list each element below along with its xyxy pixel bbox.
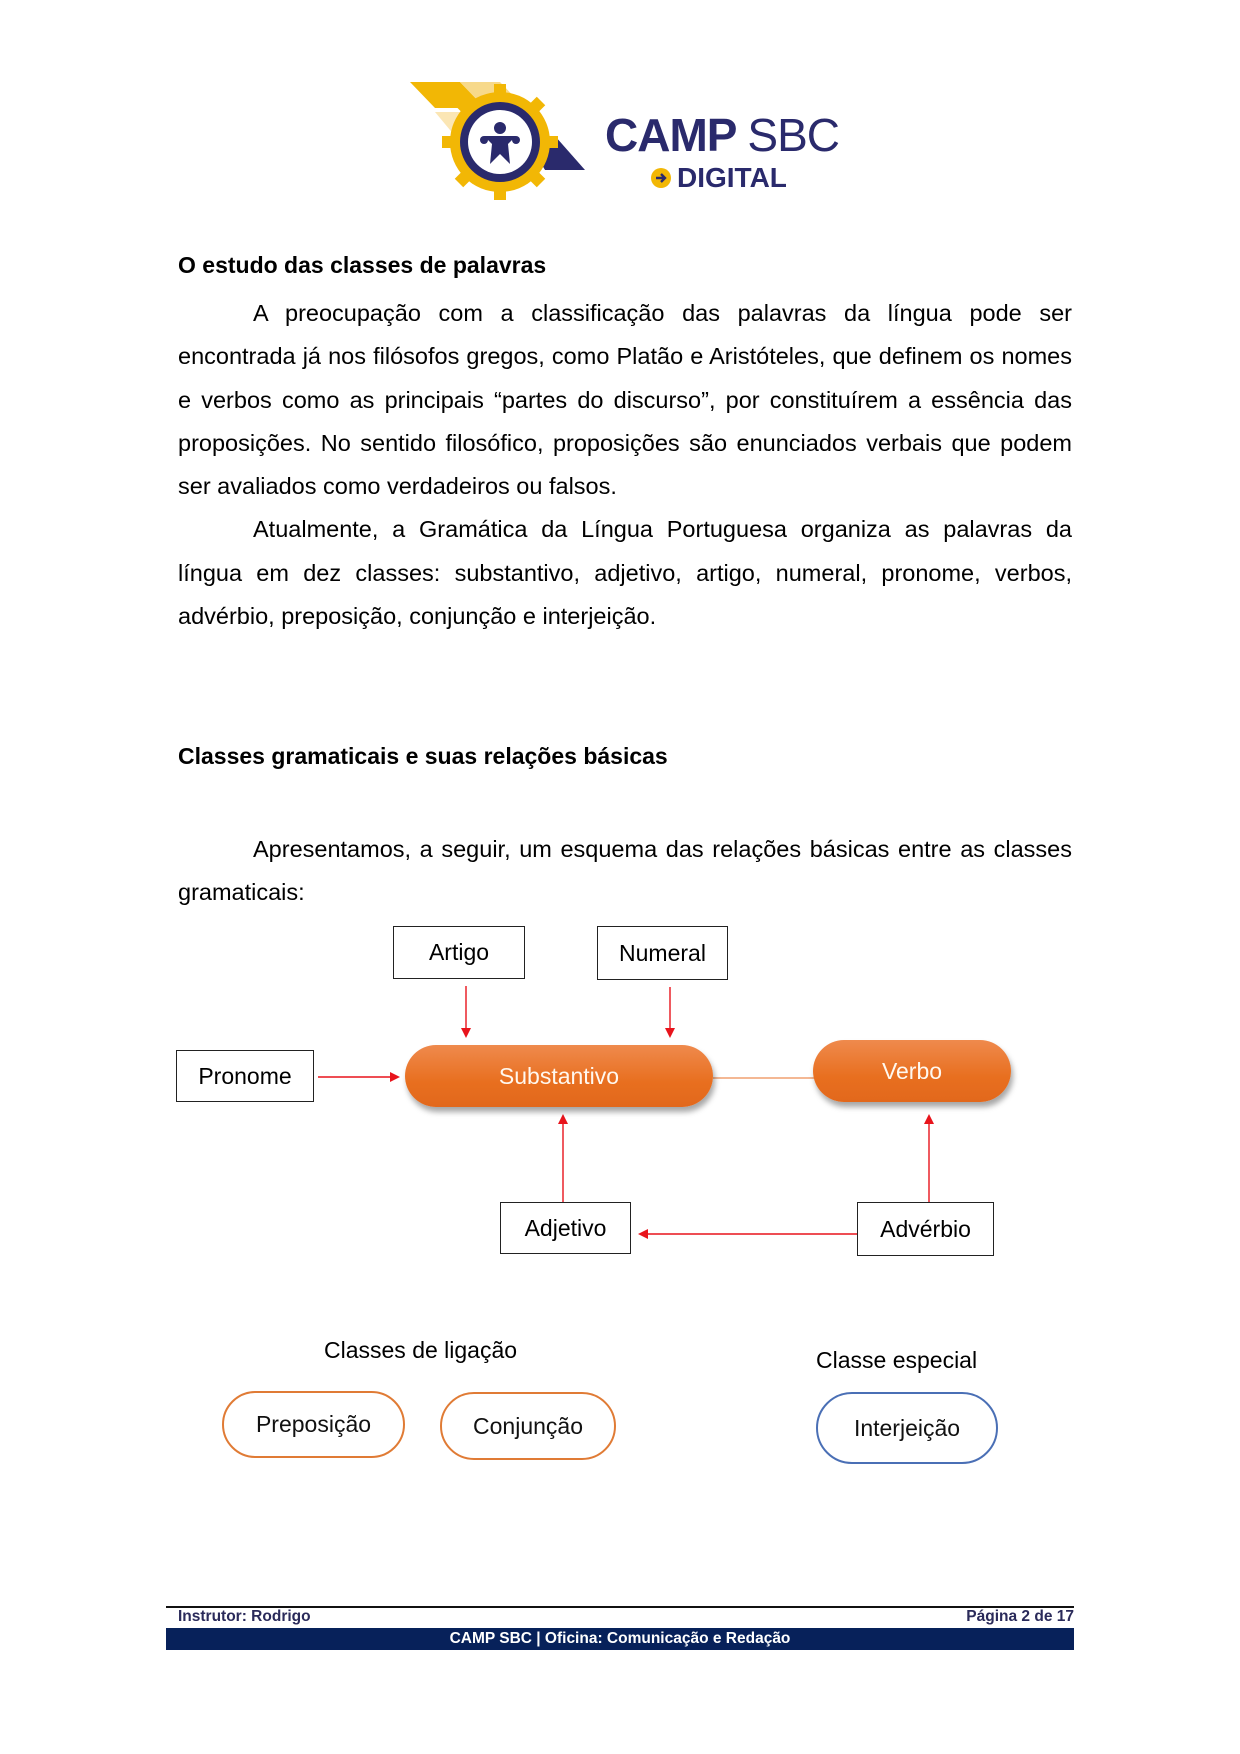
- node-pronome: Pronome: [176, 1050, 314, 1102]
- arrow-right-icon: [651, 168, 671, 188]
- section-title-classes: Classes gramaticais e suas relações básicas: [178, 743, 668, 769]
- paragraph: Atualmente, a Gramática da Língua Portuguesa organiza as palavras da língua em dez classes: substantivo, adjetivo, artigo, numeral, pronome, verbos, advérbio, preposição, conjunção e interjeição.: [178, 516, 1072, 630]
- camp-sbc-logo: [405, 80, 845, 200]
- node-artigo: Artigo: [393, 926, 525, 979]
- node-adverbio: Advérbio: [857, 1202, 994, 1256]
- footer-course-bar: [166, 1628, 1074, 1650]
- node-numeral: Numeral: [597, 926, 728, 980]
- section-2-intro: [178, 828, 1072, 915]
- footer-page-number: Página 2 de 17: [966, 1608, 1074, 1625]
- linking-classes-label: Classes de ligação: [324, 1337, 518, 1363]
- section-1-body: [178, 292, 1072, 638]
- node-preposicao: Preposição: [222, 1391, 405, 1458]
- section-title-estudo: O estudo das classes de palavras: [178, 252, 547, 278]
- paragraph: A preocupação com a classificação das palavras da língua pode ser encontrada já nos filósofos gregos, como Platão e Aristóteles, que definem os nomes e verbos como as principais “partes do discurso”, por constituírem a essência das proposições. No sentido filosófico, proposições são enunciados verbais que podem ser avaliados como verdadeiros ou falsos.: [178, 300, 1072, 500]
- logo-brand-text: CAMP SBC: [605, 109, 839, 161]
- special-class-label: Classe especial: [816, 1347, 978, 1373]
- paragraph: Apresentamos, a seguir, um esquema das relações básicas entre as classes gramaticais:: [178, 836, 1072, 906]
- footer-instructor: Instrutor: Rodrigo: [178, 1608, 311, 1625]
- node-adjetivo: Adjetivo: [500, 1202, 631, 1254]
- node-interjeicao: Interjeição: [816, 1392, 998, 1464]
- node-verbo: Verbo: [813, 1040, 1011, 1102]
- logo-subtitle: DIGITAL: [651, 162, 787, 194]
- node-conjuncao: Conjunção: [440, 1392, 616, 1460]
- node-substantivo: Substantivo: [405, 1045, 713, 1107]
- footer-course-title: CAMP SBC | Oficina: Comunicação e Redação: [449, 1630, 791, 1647]
